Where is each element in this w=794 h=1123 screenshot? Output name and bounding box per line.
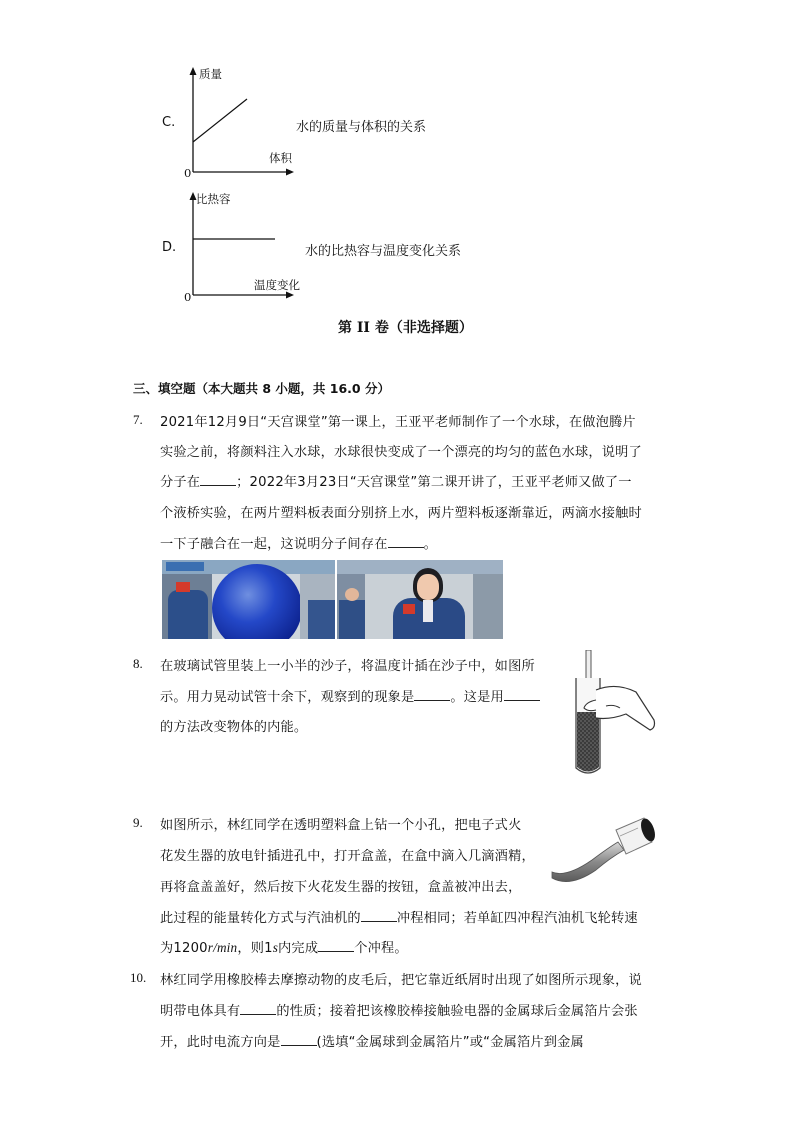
q9-unit: r/min (207, 940, 238, 955)
option-c-label: C. (162, 115, 176, 130)
q7-text: 。 (423, 537, 437, 552)
q9-line-3: 再将盒盖盖好，然后按下火花发生器的按钮，盒盖被冲出去， (160, 880, 522, 895)
q7-text: 分子在 (160, 475, 201, 490)
answer-blank[interactable] (240, 1013, 276, 1015)
graph-d-origin: 0 (184, 290, 192, 304)
graph-d-x-label: 温度变化 (254, 278, 300, 292)
test-tube-illustration (566, 650, 662, 778)
part3-heading: 三、填空题（本大题共 8 小题，共 16.0 分） (133, 381, 390, 396)
q8-line-2 (160, 686, 540, 705)
liquid-bridge-photo (337, 560, 503, 639)
q7-line-2: 实验之前，将颜料注入水球，水球很快变成了一个漂亮的均匀的蓝色水球，说明了 (160, 445, 642, 460)
graph-d-caption: 水的比热容与温度变化关系 (305, 244, 462, 259)
q10-line-1: 林红同学用橡胶棒去摩擦动物的皮毛后，把它靠近纸屑时出现了如图所示现象，说 (160, 973, 642, 988)
q10-text: 明带电体具有 (160, 1004, 241, 1019)
q9-text: ，则1 (237, 941, 273, 956)
water-ball-photo (162, 560, 335, 639)
q7-line-4: 个液桥实验，在两片塑料板表面分别挤上水，两片塑料板逐渐靠近，两滴水接触时 (160, 506, 642, 521)
q7-line-5 (160, 533, 437, 552)
q9-text: 冲程相同；若单缸四冲程汽油机飞轮转速 (396, 911, 638, 926)
q9-line-5 (160, 937, 408, 956)
q9-line-1: 如图所示，林红同学在透明塑料盒上钻一个小孔，把电子式火 (160, 818, 522, 833)
answer-blank[interactable] (414, 699, 450, 701)
answer-blank[interactable] (318, 950, 354, 952)
graph-c-y-label: 质量 (199, 67, 222, 81)
q7-line-3 (160, 471, 632, 490)
answer-blank[interactable] (281, 1044, 317, 1046)
q7-text: ；2022年3月23日“天宫课堂”第二课开讲了，王亚平老师又做了一 (236, 475, 632, 490)
graph-d-y-label: 比热容 (196, 192, 231, 206)
q8-text: 示。用力晃动试管十余下，观察到的现象是 (160, 690, 415, 705)
q9-text: 个冲程。 (354, 941, 408, 956)
graph-c-origin: 0 (184, 166, 192, 180)
q10-text: (选填“金属球到金属箔片”或“金属箔片到金属 (316, 1035, 584, 1050)
q7-line-1: 2021年12月9日“天宫课堂”第一课上，王亚平老师制作了一个水球，在做泡腾片 (160, 415, 636, 430)
q9-line-4 (160, 907, 638, 926)
q9-text: 此过程的能量转化方式与汽油机的 (160, 911, 361, 926)
spark-generator-illustration (548, 812, 660, 884)
answer-blank[interactable] (388, 546, 424, 548)
q9-text: 内完成 (278, 941, 319, 956)
question-number: 10. (130, 970, 147, 985)
q10-line-3 (160, 1031, 584, 1050)
answer-blank[interactable] (200, 484, 236, 486)
graph-c-caption: 水的质量与体积的关系 (296, 120, 427, 135)
q10-text: 开，此时电流方向是 (160, 1035, 281, 1050)
q9-line-2: 花发生器的放电针插进孔中，打开盒盖，在盒中滴入几滴酒精， (160, 849, 535, 864)
answer-blank[interactable] (504, 699, 540, 701)
question-number: 9. (133, 815, 143, 830)
question-number: 7. (133, 412, 143, 427)
q10-line-2 (160, 1000, 638, 1019)
q8-line-1: 在玻璃试管里装上一小半的沙子，将温度计插在沙子中，如图所 (160, 659, 535, 674)
section-title: 第 II 卷（非选择题） (338, 320, 473, 336)
q8-text: 。这是用 (450, 690, 504, 705)
q7-text: 一下子融合在一起，这说明分子间存在 (160, 537, 388, 552)
q8-line-3: 的方法改变物体的内能。 (160, 720, 308, 735)
answer-blank[interactable] (361, 920, 397, 922)
question-number: 8. (133, 656, 143, 671)
q9-text: 为1200 (160, 941, 208, 956)
q9-unit: s (272, 940, 279, 955)
option-d-label: D. (162, 240, 177, 255)
q10-text: 的性质；接着把该橡胶棒接触验电器的金属球后金属箔片会张 (276, 1004, 638, 1019)
graph-c-x-label: 体积 (269, 151, 292, 165)
